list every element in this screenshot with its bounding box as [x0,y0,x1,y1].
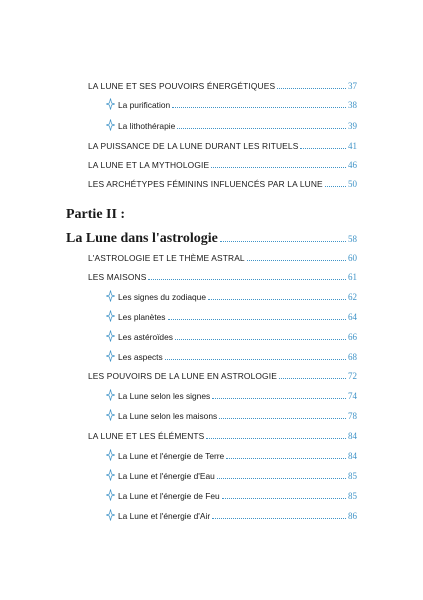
toc-entry-page: 72 [348,371,357,381]
dot-leader [277,87,346,89]
sparkle-star-icon [106,98,115,110]
toc-entry-label: LES ARCHÉTYPES FÉMININS INFLUENCÉS PAR LA LUNE [88,179,323,189]
toc-entry-page: 86 [348,511,357,521]
toc-entry-label: La purification [118,100,171,110]
toc-entry-label: LA LUNE ET SES POUVOIRS ÉNERGÉTIQUES [88,81,276,91]
dot-leader [220,240,346,242]
toc-entry-page: 50 [348,179,357,189]
dot-leader [247,259,346,261]
toc-entry-maisons[interactable] [88,268,357,282]
toc-entry-pouvoirs-energetiques[interactable] [88,77,357,91]
toc-entry-label: La lithothérapie [118,121,176,131]
toc-entry-lithotherapie[interactable] [106,117,357,131]
dot-leader [172,106,346,108]
dot-leader [148,278,346,280]
toc-entry-archetypes[interactable] [88,175,357,189]
toc-entry-energie-air[interactable] [106,507,357,521]
dot-leader [217,477,346,479]
toc-entry-signes-zodiaque[interactable] [106,288,357,302]
toc-entry-asteroides[interactable] [106,328,357,342]
toc-entry-energie-eau[interactable] [106,467,357,481]
toc-entry-label: LA LUNE ET LA MYTHOLOGIE [88,160,210,170]
toc-entry-page: 46 [348,160,357,170]
toc-entry-page: 62 [348,292,357,302]
toc-entry-label: LES MAISONS [88,272,147,282]
sparkle-star-icon [106,449,115,461]
toc-entry-label: LES POUVOIRS DE LA LUNE EN ASTROLOGIE [88,371,277,381]
sparkle-star-icon [106,290,115,302]
toc-entry-label: L'ASTROLOGIE ET LE THÈME ASTRAL [88,253,245,263]
dot-leader [325,185,346,187]
toc-entry-label: LA LUNE ET LES ÉLÉMENTS [88,431,205,441]
toc-entry-page: 58 [348,234,357,244]
dot-leader [279,377,346,379]
toc-entry-page: 78 [348,411,357,421]
sparkle-star-icon [106,119,115,131]
toc-entry-page: 84 [348,431,357,441]
dot-leader [211,166,346,168]
toc-entry-label: La Lune et l'énergie de Feu [118,491,220,501]
toc-entry-label: LA PUISSANCE DE LA LUNE DURANT LES RITUELS [88,141,299,151]
toc-entry-label: La Lune et l'énergie d'Air [118,511,211,521]
toc-entry-label: Les signes du zodiaque [118,292,207,302]
toc-entry-label: La Lune selon les maisons [118,411,218,421]
toc-entry-page: 39 [348,121,357,131]
toc-entry-label: Les aspects [118,352,163,362]
toc-entry-lune-signes[interactable] [106,387,357,401]
toc-entry-page: 68 [348,352,357,362]
toc-entry-page: 85 [348,491,357,501]
dot-leader [175,338,346,340]
toc-entry-page: 38 [348,100,357,110]
toc-entry-label: Les planètes [118,312,166,322]
dot-leader [226,457,346,459]
sparkle-star-icon [106,509,115,521]
toc-entry-label: La Lune et l'énergie d'Eau [118,471,215,481]
sparkle-star-icon [106,489,115,501]
dot-leader [212,517,346,519]
toc-entry-energie-feu[interactable] [106,487,357,501]
dot-leader [177,127,346,129]
dot-leader [206,437,346,439]
part-title: La Lune dans l'astrologie [66,231,218,246]
toc-entry-page: 61 [348,272,357,282]
toc-entry-page: 64 [348,312,357,322]
toc-entry-page: 37 [348,81,357,91]
dot-leader [168,318,347,320]
dot-leader [222,497,346,499]
dot-leader [219,417,346,419]
toc-entry-lune-maisons[interactable] [106,407,357,421]
toc-entry-page: 41 [348,141,357,151]
toc-entry-label: La Lune et l'énergie de Terre [118,451,225,461]
toc-entry-purification[interactable] [106,96,357,110]
toc-entry-page: 85 [348,471,357,481]
toc-entry-page: 74 [348,391,357,401]
dot-leader [300,147,346,149]
toc-entry-mythologie[interactable] [88,156,357,170]
part-number: Partie II : [66,207,126,222]
toc-part-entry[interactable] [66,226,357,244]
toc-entry-page: 84 [348,451,357,461]
dot-leader [165,358,346,360]
toc-entry-aspects[interactable] [106,348,357,362]
dot-leader [212,397,346,399]
toc-entry-rituels[interactable] [88,137,357,151]
dot-leader [208,298,346,300]
toc-entry-planetes[interactable] [106,308,357,322]
toc-entry-theme-astral[interactable] [88,249,357,263]
sparkle-star-icon [106,330,115,342]
toc-entry-label: La Lune selon les signes [118,391,211,401]
sparkle-star-icon [106,389,115,401]
toc-entry-page: 66 [348,332,357,342]
toc-entry-pouvoirs-astrologie[interactable] [88,367,357,381]
sparkle-star-icon [106,409,115,421]
toc-entry-label: Les astéroïdes [118,332,173,342]
toc-entry-energie-terre[interactable] [106,447,357,461]
sparkle-star-icon [106,350,115,362]
toc-entry-page: 60 [348,253,357,263]
sparkle-star-icon [106,310,115,322]
sparkle-star-icon [106,469,115,481]
toc-entry-elements[interactable] [88,427,357,441]
